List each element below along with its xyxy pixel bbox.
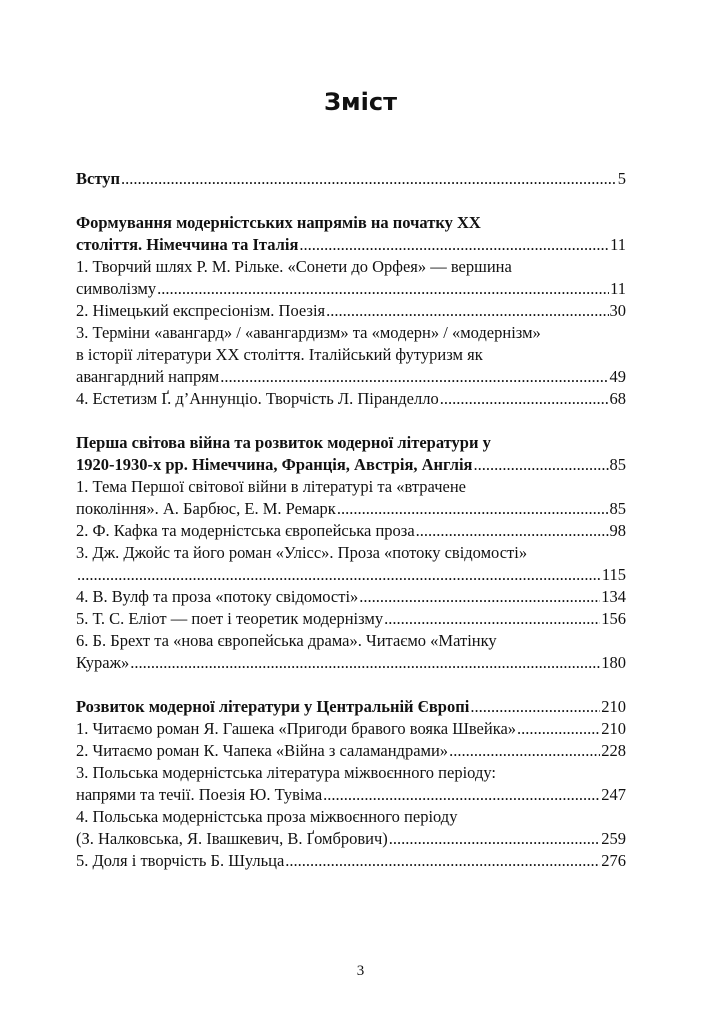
toc-entry-text: 1920-1930-х рр. Німеччина, Франція, Австрія, Англія [76,455,473,474]
dot-leader [323,784,600,806]
dot-leader [470,696,600,718]
dot-leader [220,366,608,388]
toc-entry-text: 2. Німецький експресіонізм. Поезія [76,301,326,320]
dot-leader [473,454,608,476]
toc-entry-text: в історії літератури ХХ століття. Італійський футуризм як [76,345,483,364]
toc-entry [76,520,626,542]
toc-page-number: 228 [601,741,626,760]
toc-page-number: 156 [601,609,626,628]
toc-entry-text: Кураж» [76,653,130,672]
dot-leader [130,652,600,674]
table-of-contents [76,168,626,872]
toc-entry [76,278,626,300]
toc-entry [76,498,626,520]
section-heading: Перша світова війна та розвиток модерної літератури у [76,433,491,452]
dot-leader [299,234,609,256]
toc-page-number: 259 [601,829,626,848]
toc-page-number: 115 [601,565,626,584]
dot-leader [517,718,600,740]
toc-entry [76,828,626,850]
toc-entry [76,586,626,608]
dot-leader [389,828,600,850]
toc-entry-text: 6. Б. Брехт та «нова європейська драма». Читаємо «Матінку [76,631,497,650]
dot-leader [326,300,608,322]
toc-entry-text: століття. Німеччина та Італія [76,235,299,254]
toc-entry-text: Вступ [76,169,120,188]
dot-leader [416,520,609,542]
toc-entry-text: 5. Т. С. Еліот — поет і теоретик модернізму [76,609,384,628]
toc-entry [76,564,626,586]
page-number: 3 [356,963,365,979]
toc-entry-intro [76,168,626,190]
toc-entry-text: 3. Дж. Джойс та його роман «Улісс». Проза «потоку свідомості» [76,543,528,562]
toc-entry-text: напрями та течії. Поезія Ю. Тувіма [76,785,323,804]
section-heading: Формування модерністських напрямів на початку ХХ [76,213,481,232]
toc-entry-text: символізму [76,279,157,298]
toc-page-number: 68 [609,389,626,408]
toc-page-number: 85 [609,455,626,474]
toc-entry-text: 2. Ф. Кафка та модерністська європейська проза [76,521,415,540]
toc-entry [76,608,626,630]
section-heading [76,234,626,256]
toc-entry-text: 2. Читаємо роман К. Чапека «Війна з саламандрами» [76,741,449,760]
toc-page-number: 247 [601,785,626,804]
toc-entry-text: покоління». А. Барбюс, Е. М. Ремарк [76,499,336,518]
toc-entry [76,652,626,674]
toc-entry [76,388,626,410]
dot-leader [440,388,609,410]
dot-leader [121,168,617,190]
toc-entry [76,718,626,740]
dot-leader [359,586,600,608]
toc-entry [76,784,626,806]
toc-page-number: 49 [609,367,626,386]
page-title: Зміст [323,88,398,116]
toc-entry [76,850,626,872]
toc-page-number: 134 [601,587,626,606]
toc-page-number: 98 [609,521,626,540]
dot-leader [157,278,609,300]
toc-entry [76,366,626,388]
toc-entry-text: 1. Тема Першої світової війни в літературі та «втрачене [76,477,466,496]
toc-entry-text: 3. Польська модерністська література міжвоєнного періоду: [76,763,496,782]
toc-entry-text: 1. Читаємо роман Я. Гашека «Пригоди бравого вояка Швейка» [76,719,517,738]
toc-page-number: 276 [601,851,626,870]
section-heading [76,696,626,718]
toc-entry-text: Розвиток модерної літератури у Центральній Європі [76,697,470,716]
toc-entry [76,300,626,322]
toc-entry-text: авангардний напрям [76,367,220,386]
toc-entry-text: 5. Доля і творчість Б. Шульца [76,851,285,870]
dot-leader [384,608,600,630]
toc-page-number: 11 [610,279,626,298]
toc-page-number: 30 [609,301,626,320]
section-heading [76,454,626,476]
toc-entry-text: 4. Естетизм Ґ. д’Аннунціо. Творчість Л. Піранделло [76,389,439,408]
toc-entry-text: 1. Творчий шлях Р. М. Рільке. «Сонети до Орфея» — вершина [76,257,512,276]
toc-entry-text: 3. Терміни «авангард» / «авангардизм» та «модерн» / «модернізм» [76,323,541,342]
dot-leader [337,498,609,520]
toc-page-number: 11 [610,235,626,254]
dot-leader [285,850,600,872]
toc-entry-text: 4. В. Вулф та проза «потоку свідомості» [76,587,359,606]
dot-leader [449,740,600,762]
toc-page-number: 5 [617,169,626,188]
toc-page-number: 180 [601,653,626,672]
toc-page-number: 210 [601,697,626,716]
dot-leader [77,564,601,586]
toc-page-number: 210 [601,719,626,738]
toc-entry-text: (З. Налковська, Я. Івашкевич, В. Ґомбрович) [76,829,388,848]
toc-page-number: 85 [609,499,626,518]
toc-entry-text: 4. Польська модерністська проза міжвоєнного періоду [76,807,458,826]
toc-entry [76,740,626,762]
